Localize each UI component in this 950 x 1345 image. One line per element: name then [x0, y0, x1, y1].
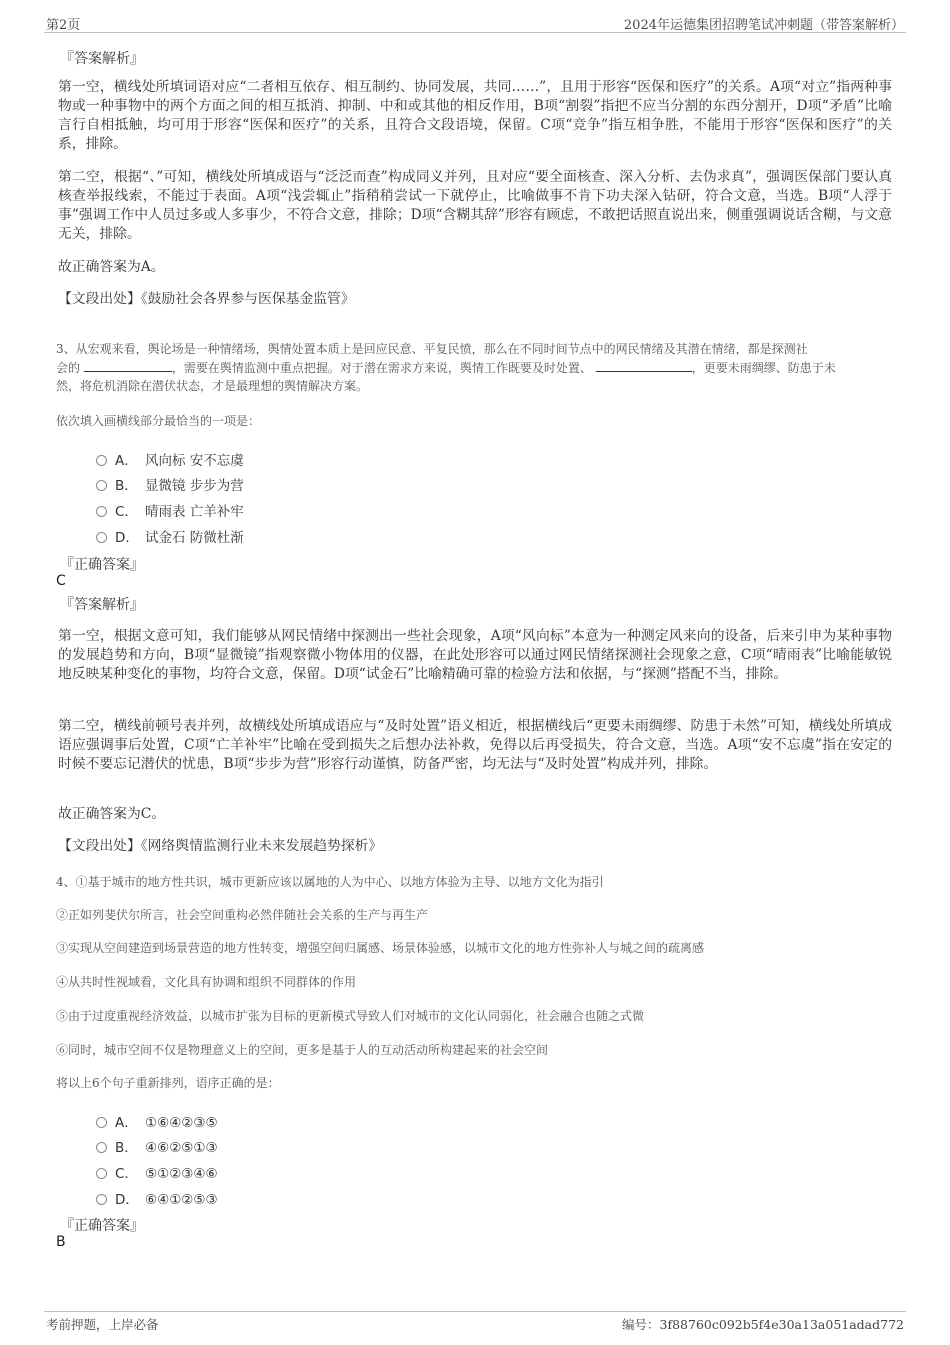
footer-serial: 编号：3f88760c092b5f4e30a13a051adad772	[622, 1317, 904, 1332]
q4-option-a[interactable]: A． ①⑥④②③⑤	[96, 1111, 218, 1131]
page-number: 第2页	[46, 18, 81, 33]
q3-analysis-tag: 『答案解析』	[60, 597, 144, 613]
q3-analysis-paragraph-2: 第二空，横线前顿号表并列，故横线处所填成语应与“及时处置”语义相近，根据横线后“更要未雨绸缪、防患于未然”可知，横线处所填成语应强调事后处置，C项“亡羊补牢”比喻在受到损失之后想办法补救，免得以后再受损失，符合文意，当选。A项“安不忘虞”指在安定的时候不要忘记潜伏的忧患，B项“步步为营”形容行动谨慎，防备严密，均无法与“及时处置”构成并列，排除。	[58, 718, 892, 772]
q2-analysis-paragraph-2: 第二空，根据“、”可知，横线处所填成语与“泛泛而查”构成同义并列，且对应“要全面核查、深入分析、去伪求真”，强调医保部门要认真核查举报线索，不能过于表面。A项“浅尝辄止”指稍稍尝试一下就停止，比喻做事不肯下功夫深入钻研，符合文意，当选。B项“人浮于事”强调工作中人员过多或人多事少，不符合文意，排除；D项“含糊其辞”形容有顾虑，不敢把话照直说出来，侧重强调说话含糊，与文意无关，排除。	[58, 169, 892, 242]
q3-option-c[interactable]: C． 晴雨表 亡羊补牢	[96, 500, 244, 520]
q4-option-d[interactable]: D． ⑥④①②⑤③	[96, 1188, 218, 1208]
document-title: 2024年运德集团招聘笔试冲刺题（带答案解析）	[623, 18, 904, 33]
q4-option-c[interactable]: C． ⑤①②③④⑥	[96, 1162, 218, 1182]
q4-sentence-2: ②正如列斐伏尔所言，社会空间重构必然伴随社会关系的生产与再生产	[56, 908, 429, 922]
radio-icon[interactable]	[96, 1168, 107, 1179]
radio-icon[interactable]	[96, 1117, 107, 1128]
page-header	[44, 12, 906, 33]
q4-sentence-1: 4、①基于城市的地方性共识，城市更新应该以属地的人为中心、以地方体验为主导、以地方文化为指引	[56, 875, 604, 889]
q3-prompt: 依次填入画横线部分最恰当的一项是：	[56, 414, 261, 428]
q3-option-d[interactable]: D． 试金石 防微杜渐	[96, 526, 244, 546]
q2-analysis-paragraph-1: 第一空，横线处所填词语对应“二者相互依存、相互制约、协同发展，共同……”，且用于形容“医保和医疗”的关系。A项“对立”指两种事物或一种事物中的两个方面之间的相互抵消、抑制、中和或其他的相反作用，B项“割裂”指把不应当分割的东西分割开，D项“矛盾”比喻言行自相抵触，均可用于形容“医保和医疗”的关系，且符合文段语境，保留。C项“竞争”指互相争胜，不能用于形容“医保和医疗”的关系，排除。	[58, 79, 892, 152]
q3-source: 【文段出处】《网络舆情监测行业未来发展趋势探析》	[58, 838, 383, 854]
q4-sentence-4: ④从共时性视域看，文化具有协调和组织不同群体的作用	[56, 975, 357, 989]
q3-conclusion: 故正确答案为C。	[58, 806, 166, 822]
q2-analysis-tag: 『答案解析』	[60, 51, 144, 67]
radio-icon[interactable]	[96, 532, 107, 543]
q3-stem-text-3: ，需要在舆情监测中重点把握。对于潜在需求方来说，舆情工作既要及时处置、	[171, 360, 592, 375]
radio-icon[interactable]	[96, 506, 107, 517]
radio-icon[interactable]	[96, 480, 107, 491]
q2-conclusion: 故正确答案为A。	[58, 259, 165, 275]
radio-icon[interactable]	[96, 1142, 107, 1153]
q4-sentence-5: ⑤由于过度重视经济效益，以城市扩张为目标的更新模式导致人们对城市的文化认同弱化，社会融合也随之式微	[56, 1009, 645, 1023]
q3-stem-text-1: 3、从宏观来看，舆论场是一种情绪场，舆情处置本质上是回应民意、平复民愤，那么在不同时间节点中的网民情绪及其潜在情绪，都是探测社	[56, 342, 808, 356]
q4-prompt: 将以上6个句子重新排列，语序正确的是：	[56, 1076, 280, 1090]
page-footer	[44, 1311, 906, 1336]
q3-blank-2	[596, 359, 692, 372]
footer-slogan: 考前押题，上岸必备	[46, 1317, 159, 1332]
q4-answer-tag: 『正确答案』	[60, 1218, 144, 1234]
q4-option-b[interactable]: B． ④⑥②⑤①③	[96, 1136, 218, 1156]
radio-icon[interactable]	[96, 1194, 107, 1205]
q3-stem-text-5: 然，将危机消除在潜伏状态，才是最理想的舆情解决方案。	[56, 379, 369, 393]
q3-analysis-paragraph-1: 第一空，根据文意可知，我们能够从网民情绪中探测出一些社会现象，A项“风向标”本意为一种测定风来向的设备，后来引申为某种事物的发展趋势和方向，B项“显微镜”指观察微小物体用的仪器，在此处形容可以通过网民情绪探测社会现象之意，C项“晴雨表”比喻能敏锐地反映某种变化的事物，均符合文意，保留。D项“试金石”比喻精确可靠的检验方法和依据，与“探测”搭配不当，排除。	[58, 628, 892, 682]
q3-option-a[interactable]: A． 风向标 安不忘虞	[96, 449, 244, 469]
q4-answer: B	[56, 1234, 66, 1250]
q4-sentence-3: ③实现从空间建造到场景营造的地方性转变，增强空间归属感、场景体验感，以城市文化的地方性弥补人与城之间的疏离感	[56, 941, 705, 955]
q3-blank-1	[84, 359, 172, 372]
q3-stem	[56, 340, 896, 396]
q4-sentence-6: ⑥同时，城市空间不仅是物理意义上的空间，更多是基于人的互动活动所构建起来的社会空间	[56, 1043, 549, 1057]
q3-stem-text-2: 会的	[56, 360, 81, 375]
q3-answer: C	[56, 573, 66, 589]
q3-answer-tag: 『正确答案』	[60, 557, 144, 573]
radio-icon[interactable]	[96, 455, 107, 466]
q3-stem-text-4: ，更要未雨绸缪、防患于未	[691, 360, 836, 375]
q3-option-b[interactable]: B． 显微镜 步步为营	[96, 474, 244, 494]
q2-source: 【文段出处】《鼓励社会各界参与医保基金监管》	[58, 291, 355, 307]
